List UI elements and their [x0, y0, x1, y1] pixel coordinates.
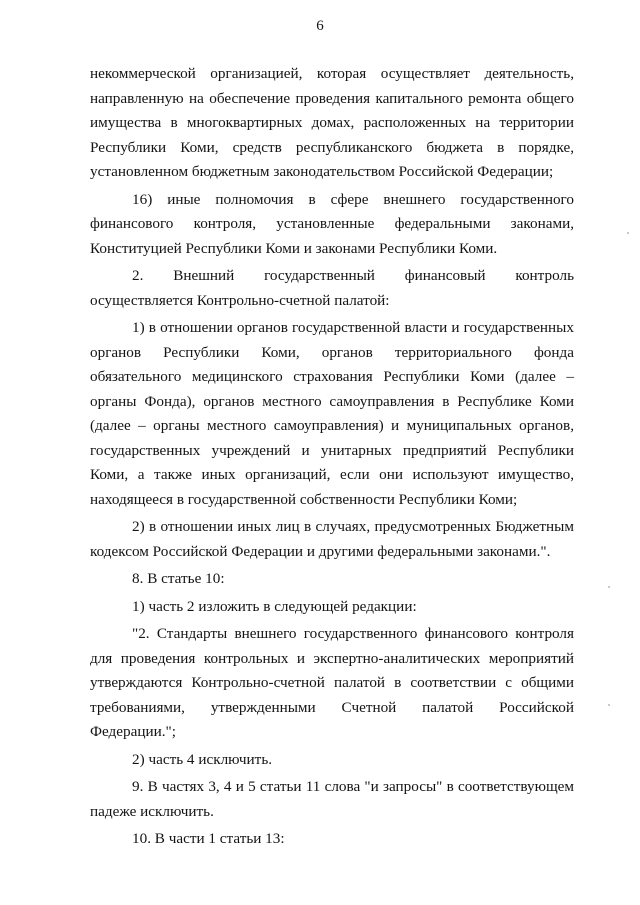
page-number: 6 — [316, 18, 324, 34]
scan-speck — [608, 586, 610, 588]
paragraph-item-16: 16) иные полномочия в сфере внешнего государственного финансового контроля, установленные федеральными законами, Конституцией Республики Коми и законами Республики Коми. — [90, 190, 574, 257]
paragraph-continuation: некоммерческой организацией, которая осуществляет деятельность, направленную на обеспечение проведения капитального ремонта общего имущества в многоквартирных домах, расположенных на территории Республики Коми, средств республиканского бюджета в порядке, установленном бюджетным законодательством Российской Федерации; — [90, 65, 574, 180]
paragraph-article-13: 10. В части 1 статьи 13: — [132, 830, 285, 847]
paragraph-subitem-2: 2) в отношении иных лиц в случаях, предусмотренных Бюджетным кодексом Российской Федерации и другими федеральными законами.". — [90, 518, 574, 560]
paragraph-standards-quote: "2. Стандарты внешнего государственного финансового контроля для проведения контрольных и экспертно-аналитических мероприятий утверждаются Контрольно-счетной палатой в соответствии с общими требованиями, утвержденными Счетной палатой Российской Федерации."; — [90, 625, 574, 740]
paragraph-article-10: 8. В статье 10: — [132, 570, 225, 587]
scan-speck — [608, 704, 610, 706]
document-body — [90, 62, 574, 855]
scan-speck — [627, 232, 629, 234]
paragraph-article-11: 9. В частях 3, 4 и 5 статьи 11 слова "и запросы" в соответствующем падеже исключить. — [90, 778, 574, 820]
paragraph-part-2: 2. Внешний государственный финансовый контроль осуществляется Контрольно-счетной палатой: — [90, 267, 574, 309]
paragraph-article-10-item-2: 2) часть 4 исключить. — [132, 750, 273, 768]
paragraph-article-10-item-1: 1) часть 2 изложить в следующей редакции: — [132, 597, 417, 615]
paragraph-subitem-1: 1) в отношении органов государственной власти и государственных органов Республики Коми, органов территориального фонда обязательного медицинского страхования Республики Коми (далее – органы Фонда), органов местного самоуправления в Республике Коми (далее – органы местного самоуправления) и муниципальных органов, государственных учреждений и унитарных предприятий Республики Коми, а также иных организаций, если они используют имущество, находящееся в государственной собственности Республики Коми; — [90, 319, 574, 508]
